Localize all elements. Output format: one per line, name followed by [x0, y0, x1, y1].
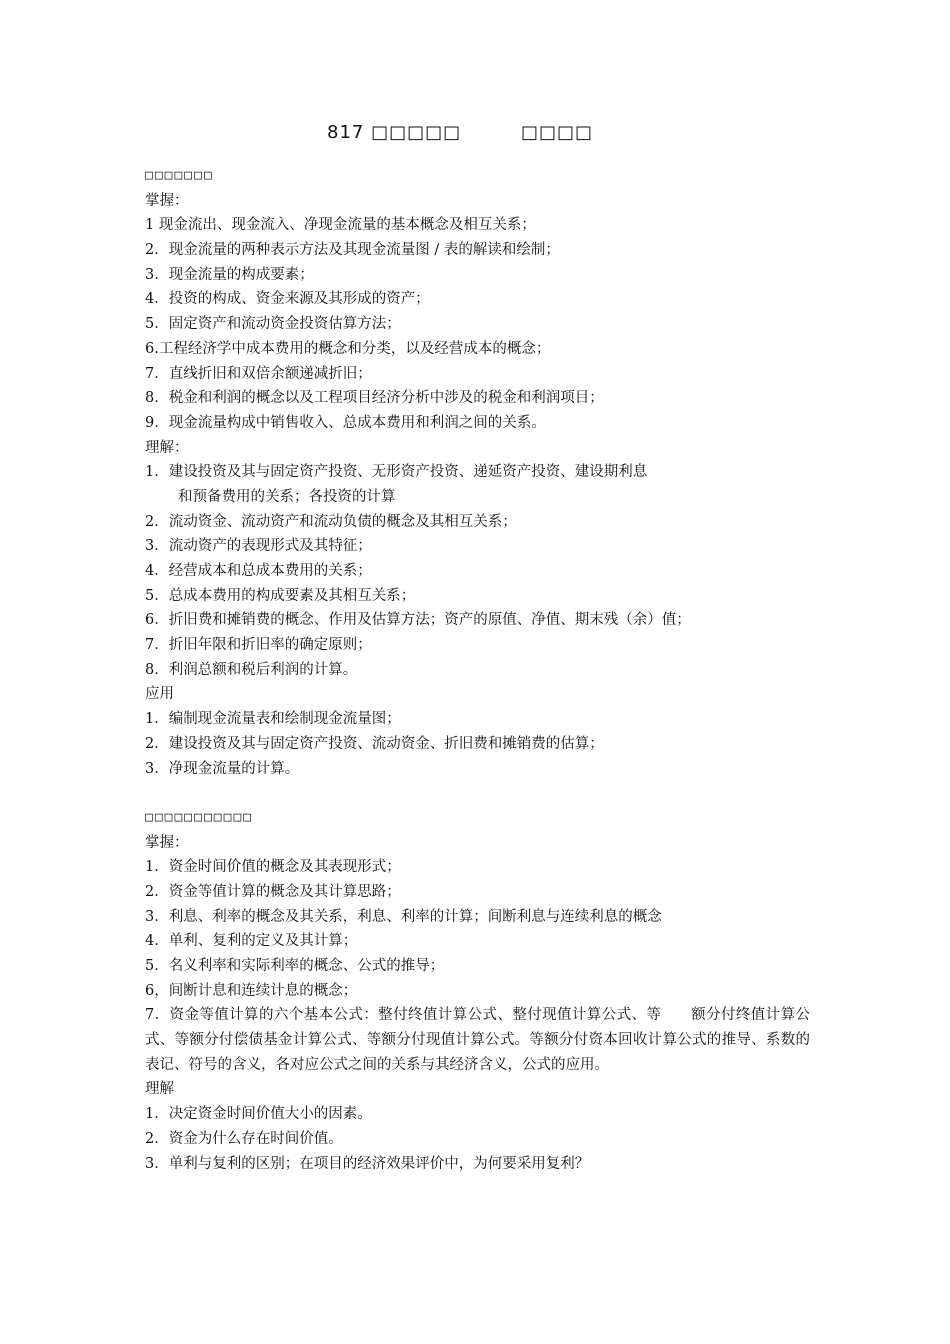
- list-item: 7．直线折旧和双倍余额递减折旧；: [145, 365, 372, 382]
- list-item-continuation: 和预备费用的关系；各投资的计算: [178, 488, 396, 505]
- list-item: 6，间断计息和连续计息的概念；: [145, 982, 358, 999]
- list-item: 3．单利与复利的区别；在项目的经济效果评价中，为何要采用复利？: [145, 1155, 590, 1172]
- list-item: 3．利息、利率的概念及其关系，利息、利率的计算；间断利息与连续利息的概念: [145, 908, 662, 925]
- list-item: 1．决定资金时间价值大小的因素。: [145, 1106, 372, 1123]
- list-item: 6.工程经济学中成本费用的概念和分类，以及经营成本的概念；: [145, 340, 551, 357]
- list-item: 8．税金和利润的概念以及工程项目经济分析中涉及的税金和利润项目；: [145, 390, 604, 407]
- section-2-master-label: 掌握：: [145, 834, 189, 851]
- list-item: 7．折旧年限和折旧率的确定原则；: [145, 637, 372, 654]
- list-item: 3．净现金流量的计算。: [145, 760, 300, 777]
- title-subtitle: □□□□: [521, 122, 594, 143]
- document-body: [145, 164, 810, 1176]
- section-1-understand-label: 理解：: [145, 439, 189, 456]
- list-item: 2．现金流量的两种表示方法及其现金流量图 / 表的解读和绘制；: [145, 242, 560, 259]
- list-item: 4．经营成本和总成本费用的关系；: [145, 563, 372, 579]
- list-item: 2．资金为什么存在时间价值。: [145, 1130, 343, 1147]
- list-item: 5．总成本费用的构成要素及其相互关系；: [145, 587, 416, 604]
- list-item: 1．建设投资及其与固定资产投资、无形资产投资、递延资产投资、建设期利息: [145, 464, 648, 481]
- list-item: 3．流动资产的表现形式及其特征；: [145, 538, 372, 555]
- list-item: 4．单利、复利的定义及其计算；: [145, 933, 358, 950]
- section-2-heading: □□□□□□□□□□□: [145, 809, 254, 825]
- section-1-apply-label: 应用: [145, 686, 174, 703]
- section-1-master-label: 掌握：: [145, 192, 189, 209]
- section-1-heading: □□□□□□□: [145, 168, 214, 183]
- list-item: 5．名义利率和实际利率的概念、公式的推导；: [145, 958, 445, 974]
- list-item: 2．建设投资及其与固定资产投资、流动资金、折旧费和摊销费的估算；: [145, 735, 604, 752]
- list-item: 1 现金流出、现金流入、净现金流量的基本概念及相互关系；: [145, 217, 536, 234]
- document-title: [0, 122, 950, 148]
- list-item: 9．现金流量构成中销售收入、总成本费用和利润之间的关系。: [145, 414, 546, 431]
- list-item: 1．资金时间价值的概念及其表现形式；: [145, 859, 401, 876]
- list-item: 1．编制现金流量表和绘制现金流量图；: [145, 711, 401, 728]
- title-course-code: 817 □□□□□: [327, 122, 462, 143]
- list-item: 2．流动资金、流动资产和流动负债的概念及其相互关系；: [145, 513, 517, 530]
- list-item-paragraph: 7．资金等值计算的六个基本公式：整付终值计算公式、整付现值计算公式、等 额分付终值计算公式、等额分付偿债基金计算公式、等额分付现值计算公式。等额分付资本回收计算公式的推导、系数的表记、符号的含义，各对应公式之间的关系与其经济含义，公式的应用。: [145, 1007, 810, 1073]
- list-item: 6．折旧费和摊销费的概念、作用及估算方法；资产的原值、净值、期末残（余）值；: [145, 612, 691, 629]
- list-item: 5．固定资产和流动资金投资估算方法；: [145, 316, 401, 333]
- list-item: 4．投资的构成、资金来源及其形成的资产；: [145, 291, 430, 308]
- list-item: 3．现金流量的构成要素；: [145, 266, 314, 283]
- list-item: 8．利润总额和税后利润的计算。: [145, 661, 358, 678]
- section-spacer: [145, 781, 810, 806]
- list-item: 2．资金等值计算的概念及其计算思路；: [145, 883, 401, 900]
- section-2-understand-label: 理解: [145, 1081, 174, 1098]
